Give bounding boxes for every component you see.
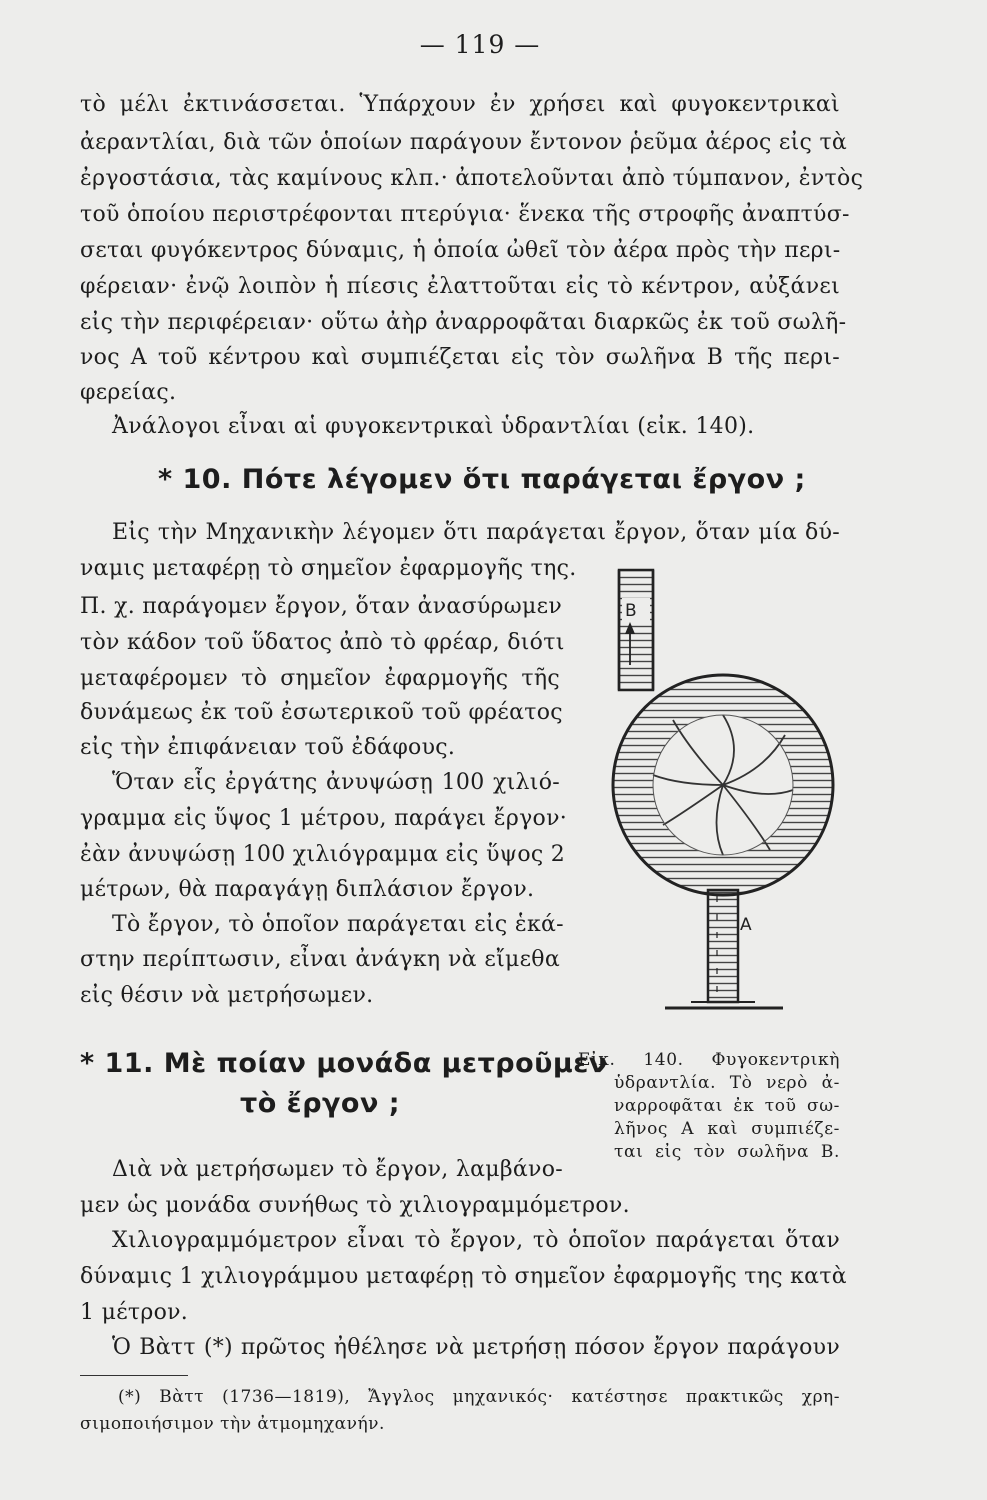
text-line: δυνάμεως ἐκ τοῦ ἐσωτερικοῦ τοῦ φρέατος [80, 700, 563, 725]
text-line: Εἰς τὴν Μηχανικὴν λέγομεν ὅτι παράγεται ἔργον, ὅταν μία δύ- [112, 520, 840, 545]
text-line: ναμις μεταφέρῃ τὸ σημεῖον ἐφαρμογῆς της. [80, 556, 577, 581]
text-line: Διὰ νὰ μετρήσωμεν τὸ ἔργον, λαμβάνο- [112, 1157, 564, 1182]
text-line: μέτρων, θὰ παραγάγῃ διπλάσιον ἔργον. [80, 877, 535, 902]
text-line: ἀεραντλίαι, διὰ τῶν ὁποίων παράγουν ἔντονον ῥεῦμα ἀέρος εἰς τὰ [80, 130, 848, 155]
label-a: A [740, 915, 752, 935]
text-line: φερείας. [80, 380, 177, 405]
text-line: εἰς τὴν περιφέρειαν· οὕτω ἀὴρ ἀναρροφᾶται διαρκῶς ἐκ τοῦ σωλῆ- [80, 310, 847, 335]
text-line: φέρειαν· ἐνῷ λοιπὸν ἡ πίεσις ἐλαττοῦται εἰς τὸ κέντρον, αὐξάνει [80, 274, 840, 299]
text-line: στην περίπτωσιν, εἶναι ἀνάγκη νὰ εἴμεθα [80, 947, 560, 972]
figure-caption-line: Εἰκ. 140. Φυγοκεντρικὴ [578, 1050, 840, 1070]
label-b: B [625, 601, 637, 621]
footnote-line: (*) Βὰττ (1736—1819), Ἄγγλος μηχανικός· κατέστησε πρακτικῶς χρη- [118, 1387, 840, 1407]
text-line: εἰς τὴν ἐπιφάνειαν τοῦ ἐδάφους. [80, 735, 456, 760]
text-line: Ὅταν εἷς ἐργάτης ἀνυψώσῃ 100 χιλιό- [112, 770, 560, 795]
text-line: Τὸ ἔργον, τὸ ὁποῖον παράγεται εἰς ἑκά- [112, 912, 564, 937]
figure-caption-line: ὑδραντλία. Τὸ νερὸ ἀ- [614, 1073, 840, 1093]
footnote-rule [80, 1375, 188, 1376]
text-line: 1 μέτρον. [80, 1300, 189, 1325]
text-line: Ἀνάλογοι εἶναι αἱ φυγοκεντρικαὶ ὑδραντλίαι (εἰκ. 140). [112, 414, 755, 439]
text-line: τὸν κάδον τοῦ ὕδατος ἀπὸ τὸ φρέαρ, διότι [80, 630, 565, 655]
text-line: γραμμα εἰς ὕψος 1 μέτρου, παράγει ἔργον· [80, 806, 568, 831]
outlet-pipe-b [619, 570, 653, 690]
footnote-line: σιμοποιήσιμον τὴν ἀτμομηχανήν. [80, 1414, 385, 1434]
text-line: Ὁ Βὰττ (*) πρῶτος ἠθέλησε νὰ μετρήσῃ πόσον ἔργον παράγουν [112, 1335, 840, 1360]
text-line: μεν ὡς μονάδα συνήθως τὸ χιλιογραμμόμετρον. [80, 1193, 630, 1218]
text-line: δύναμις 1 χιλιογράμμου μεταφέρῃ τὸ σημεῖον ἐφαρμογῆς της κατὰ [80, 1264, 847, 1289]
figure-caption-line: ται εἰς τὸν σωλῆνα Β. [614, 1142, 840, 1162]
section-10-heading: * 10. Πότε λέγομεν ὅτι παράγεται ἔργον ; [158, 464, 806, 495]
text-line: Χιλιογραμμόμετρον εἶναι τὸ ἔργον, τὸ ὁποῖον παράγεται ὅταν [112, 1228, 840, 1253]
text-line: εἰς θέσιν νὰ μετρήσωμεν. [80, 983, 374, 1008]
text-line: ἐὰν ἀνυψώσῃ 100 χιλιόγραμμα εἰς ὕψος 2 [80, 842, 566, 867]
inlet-pipe-a [708, 890, 738, 1002]
section-11-heading-line1: * 11. Μὲ ποίαν μονάδα μετροῦμεν [80, 1048, 608, 1079]
figure-caption-line: ναρροφᾶται ἐκ τοῦ σω- [614, 1096, 840, 1116]
section-11-heading-line2: τὸ ἔργον ; [240, 1088, 401, 1119]
text-line: τὸ μέλι ἐκτινάσσεται. Ὑπάρχουν ἐν χρήσει καὶ φυγοκεντρικαὶ [80, 92, 840, 117]
text-line: ἐργοστάσια, τὰς καμίνους κλπ.· ἀποτελοῦνται ἀπὸ τύμπανον, ἐντὸς [80, 166, 864, 191]
text-line: νος Α τοῦ κέντρου καὶ συμπιέζεται εἰς τὸν σωλῆνα Β τῆς περι- [80, 345, 840, 370]
page-number: — 119 — [419, 30, 541, 59]
text-line: μεταφέρομεν τὸ σημεῖον ἐφαρμογῆς τῆς [80, 666, 560, 691]
text-line: τοῦ ὁποίου περιστρέφονται πτερύγια· ἕνεκα τῆς στροφῆς ἀναπτύσ- [80, 202, 850, 227]
centrifugal-pump-figure [595, 560, 840, 1035]
figure-caption-line: λῆνος Α καὶ συμπιέζε- [614, 1119, 840, 1139]
text-line: σεται φυγόκεντρος δύναμις, ἡ ὁποία ὠθεῖ τὸν ἀέρα πρὸς τὴν περι- [80, 238, 841, 263]
text-line: Π. χ. παράγομεν ἔργον, ὅταν ἀνασύρωμεν [80, 594, 563, 619]
